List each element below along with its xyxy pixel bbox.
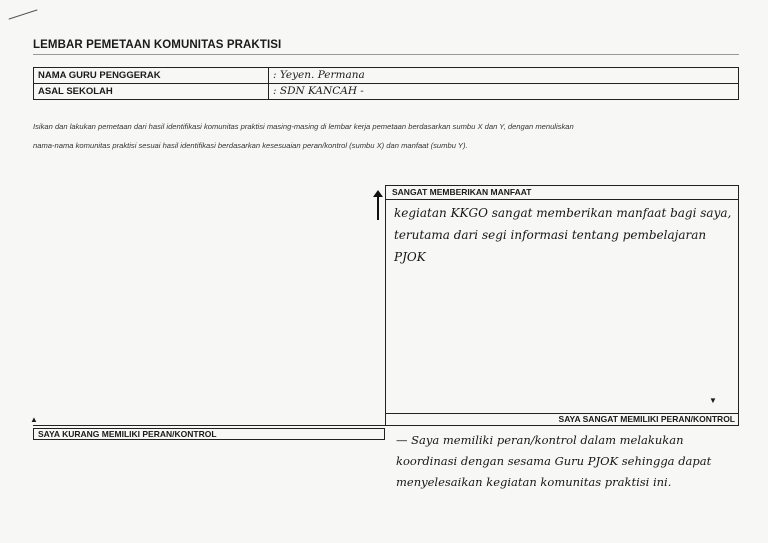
handwritten-benefit-note: kegiatan KKGO sangat memberikan manfaat bagi saya, terutama dari segi informasi tentang pembelajaran PJOK	[394, 206, 732, 264]
school-label: ASAL SEKOLAH	[34, 84, 269, 100]
arrow-up-icon	[372, 190, 384, 220]
page-title: LEMBAR PEMETAAN KOMUNITAS PRAKTISI	[33, 39, 282, 51]
instruction-line-1: Isikan dan lakukan pemetaan dari hasil identifikasi komunitas praktisi masing-masing di lembar kerja pemetaan berdasarkan sumbu X dan Y, dengan menuliskan	[33, 122, 574, 131]
teacher-label: NAMA GURU PENGGERAK	[34, 68, 269, 84]
arrow-up-small-icon: ▲	[30, 415, 38, 424]
right-axis-label: SAYA SANGAT MEMILIKI PERAN/KONTROL	[558, 414, 735, 424]
school-value: : SDN KANCAH -	[269, 84, 739, 100]
instruction-line-2: nama-nama komunitas praktisi sesuai hasil identifikasi berdasarkan kesesuaian peran/kontrol (sumbu X) dan manfaat (sumbu Y).	[33, 141, 468, 150]
school-row	[34, 84, 739, 100]
top-axis-label: SANGAT MEMBERIKAN MANFAAT	[386, 186, 738, 200]
teacher-value: : Yeyen. Permana	[269, 68, 739, 84]
scan-mark	[9, 9, 38, 19]
left-axis-label: SAYA KURANG MEMILIKI PERAN/KONTROL	[33, 428, 385, 440]
identity-table	[33, 67, 739, 100]
teacher-row	[34, 68, 739, 84]
arrow-down-icon: ▼	[709, 396, 717, 405]
horizontal-axis-line	[33, 425, 739, 426]
handwritten-control-note: — Saya memiliki peran/kontrol dalam melakukan koordinasi dengan sesama Guru PJOK sehingga dapat menyelesaikan kegiatan komunitas praktisi ini.	[396, 433, 712, 489]
title-divider	[33, 54, 739, 55]
